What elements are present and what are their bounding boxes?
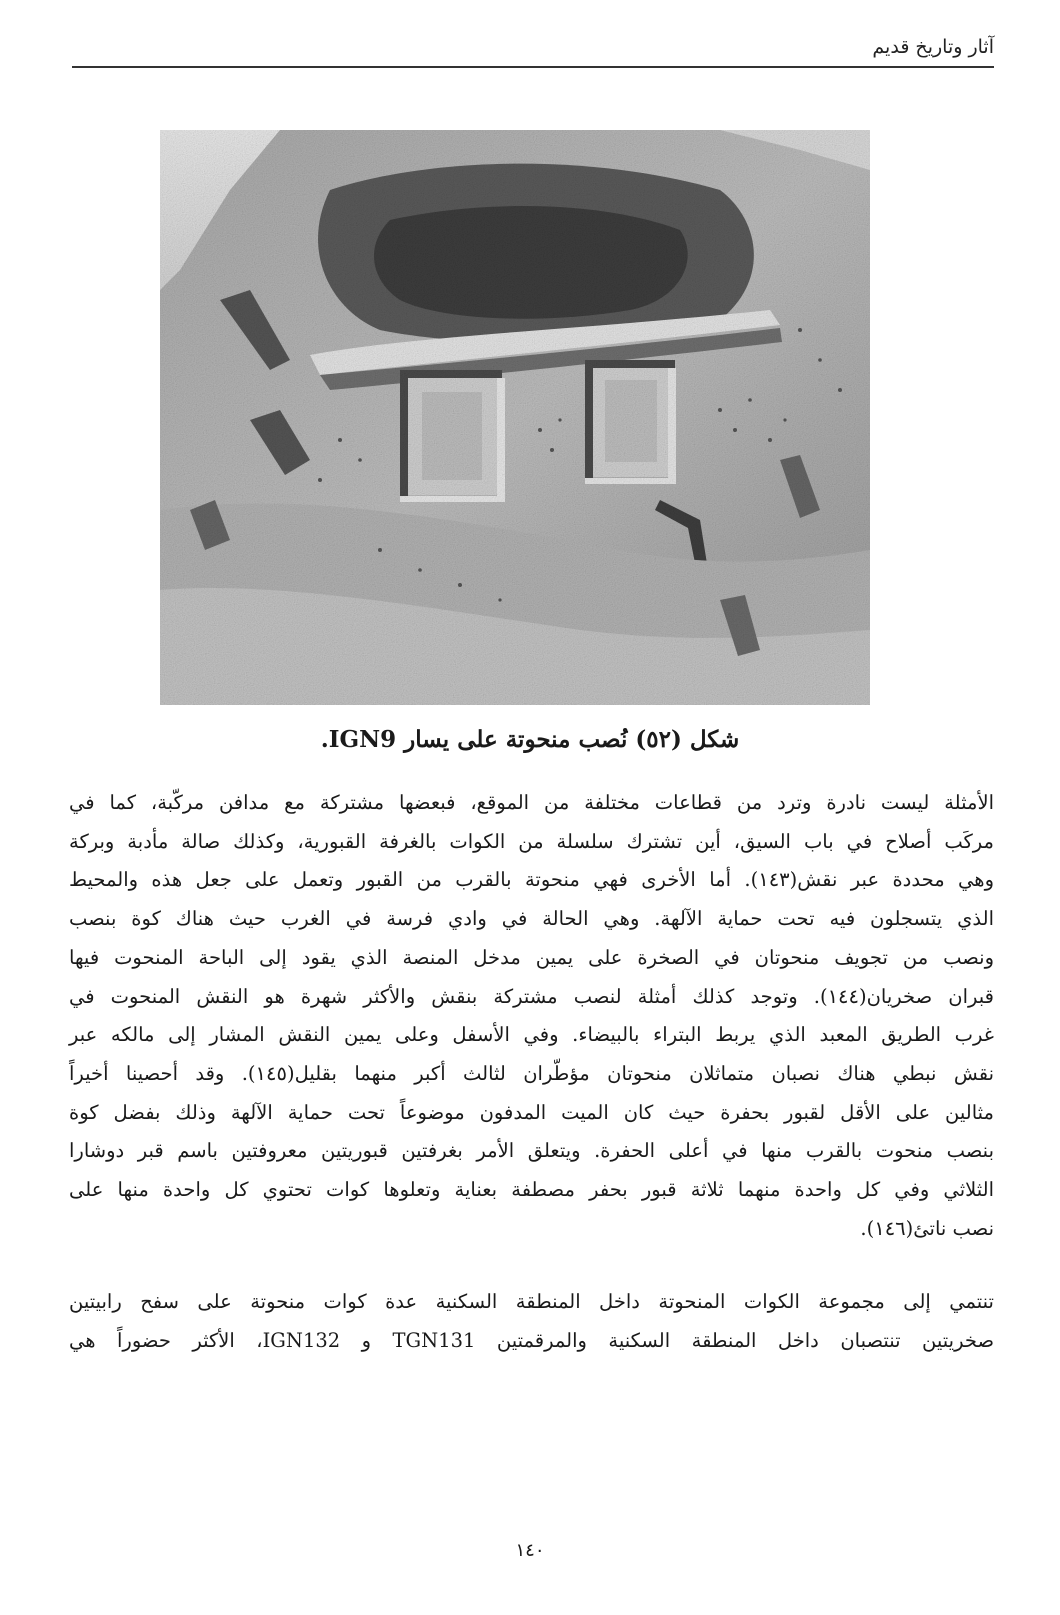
text-line: الثلاثي وفي كل واحدة منهما ثلاثة قبور بحفر مصطفة بعناية وتعلوها كوات تحتوي كل واحدة منها على xyxy=(69,1178,994,1202)
header-rule xyxy=(72,66,994,68)
figure-photograph xyxy=(160,130,870,705)
text-line: تنتمي إلى مجموعة الكوات المنحوتة داخل المنطقة السكنية عدة كوات منحوتة على سفح رابيتين xyxy=(69,1290,994,1314)
rock-carving-image xyxy=(160,130,870,705)
figure-caption: شكل (٥٢) نُصب منحوتة على يسار IGN9. xyxy=(320,726,740,753)
text-line: صخريتين تنتصبان داخل المنطقة السكنية والمرقمتين TGN131 و IGN132، الأكثر حضوراً هي xyxy=(69,1329,994,1353)
text-line: نصب ناتئ(١٤٦). xyxy=(860,1216,994,1240)
running-head: آثار وتاريخ قديم xyxy=(872,36,994,58)
text-line: الذي يتسجلون فيه تحت حماية الآلهة. وهي الحالة في وادي فرسة في الغرب حيث هناك كوة بنصب xyxy=(69,907,994,931)
body-text xyxy=(69,784,994,1361)
text-line: مركَب أصلاح في باب السيق، أين تشترك سلسلة من الكوات بالغرفة القبورية، وكذلك صالة مأدبة وبركة xyxy=(69,829,994,853)
text-line: ونصب من تجويف منحوتان في الصخرة على يمين مدخل المنصة الذي يقود إلى الباحة المنحوت فيها xyxy=(69,945,994,969)
text-line: وهي محددة عبر نقش(١٤٣). أما الأخرى فهي منحوتة بالقرب من القبور وتعمل على جعل هذه والمحيط xyxy=(69,868,994,892)
text-line: قبران صخريان(١٤٤). وتوجد كذلك أمثلة لنصب مشتركة بنقش والأكثر شهرة هو النقش المنحوت في xyxy=(69,984,994,1008)
text-line: نقش نبطي هناك نصبان متماثلان منحوتان مؤطّران لثالث أكبر منهما بقليل(١٤٥). وقد أحصينا أخيراً xyxy=(69,1061,994,1085)
text-line: مثالين على الأقل لقبور بحفرة حيث كان الميت المدفون موضوعاً تحت حماية الآلهة وذلك بفضل كوة xyxy=(69,1100,994,1124)
paragraph-gap xyxy=(69,1248,994,1283)
text-line: الأمثلة ليست نادرة وترد من قطاعات مختلفة من الموقع، فبعضها مشتركة مع مدافن مركّبة، كما في xyxy=(69,791,994,814)
page-number: ١٤٠ xyxy=(515,1540,545,1561)
text-line: بنصب منحوت بالقرب منها في أعلى الحفرة. ويتعلق الأمر بغرفتين قبوريتين معروفتين باسم قبر دوشارا xyxy=(69,1139,994,1163)
text-line: غرب الطريق المعبد الذي يربط البتراء بالبيضاء. وفي الأسفل وعلى يمين النقش المشار إلى مالكه عبر xyxy=(69,1023,994,1047)
